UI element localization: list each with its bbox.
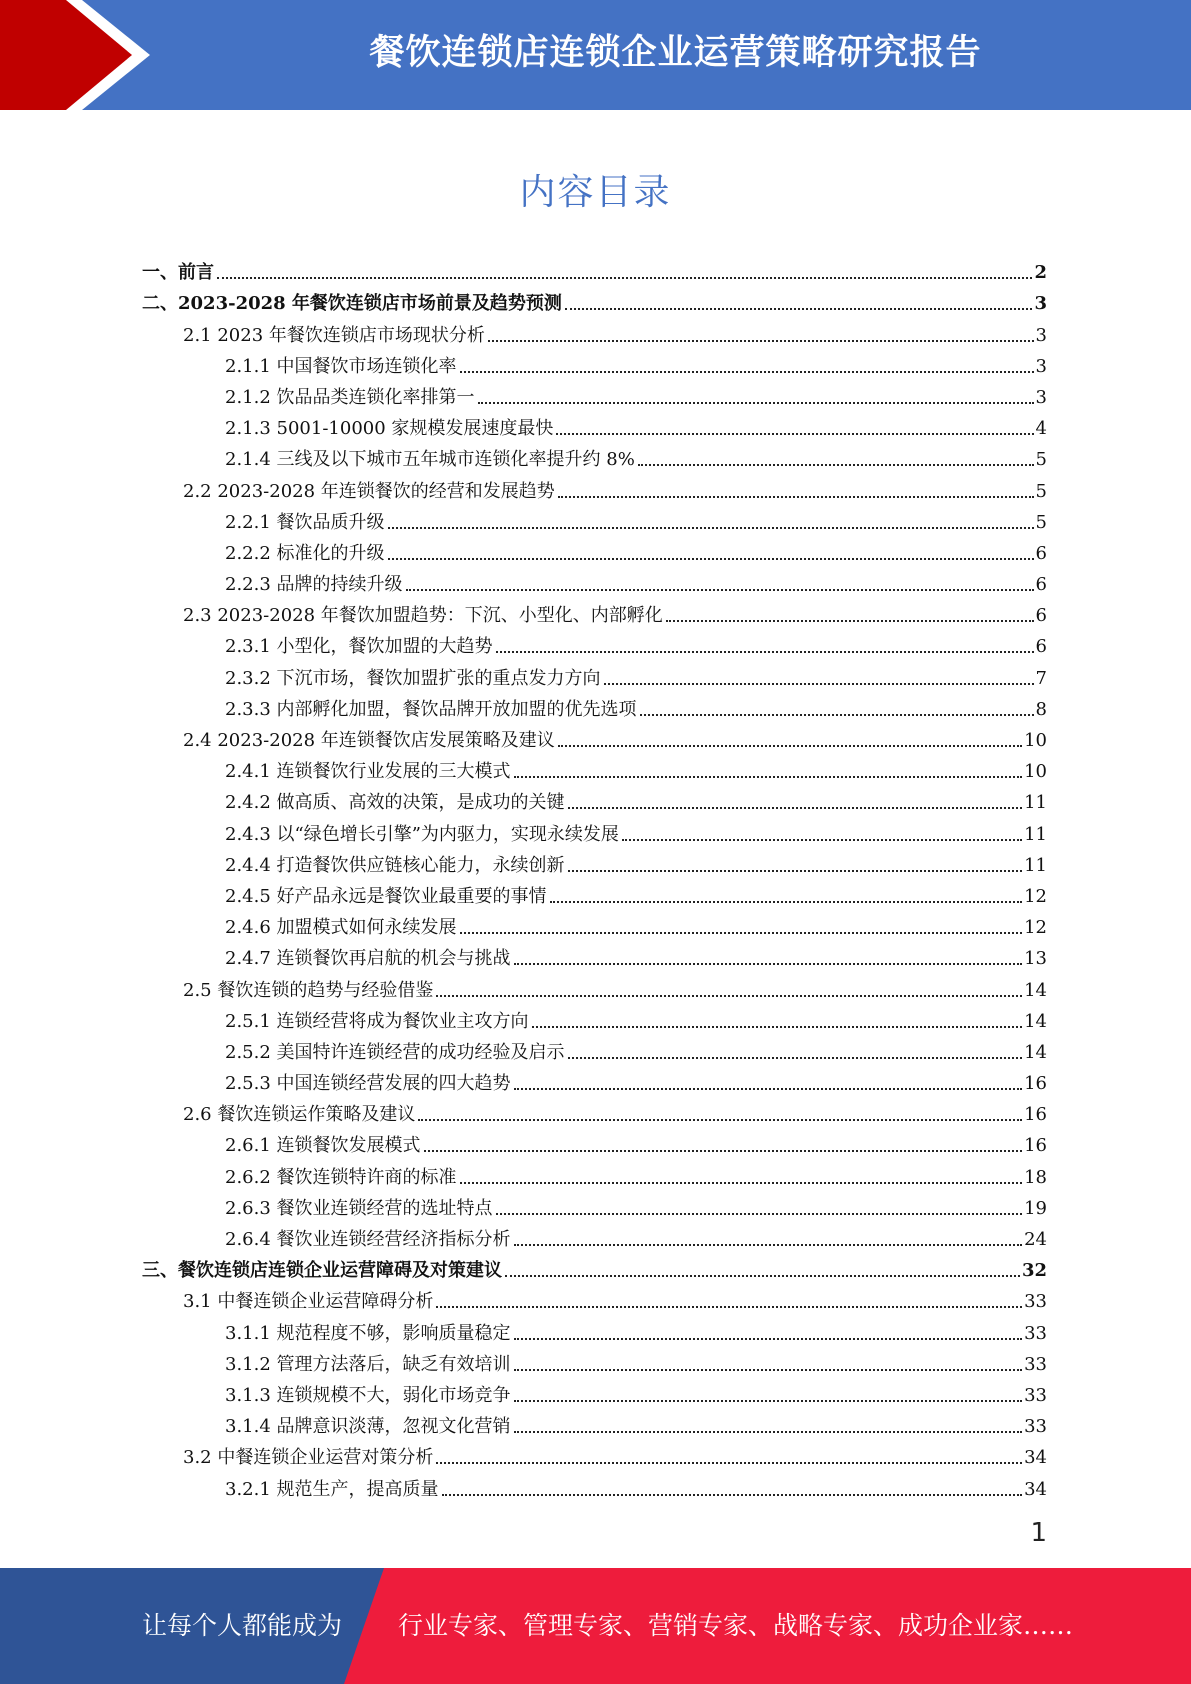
toc-entry[interactable]	[0, 1003, 1191, 1034]
toc-entry-title: 二、2023-2028 年餐饮连锁店市场前景及趋势预测	[142, 293, 562, 315]
toc-entry[interactable]	[0, 1096, 1191, 1127]
toc-entry-page: 16	[1024, 1135, 1047, 1157]
toc-entry-page: 14	[1024, 1010, 1047, 1032]
toc-leader-dots	[514, 1338, 1023, 1340]
toc-entry[interactable]	[0, 535, 1191, 566]
toc-entry-title: 2.6.1 连锁餐饮发展模式	[225, 1135, 421, 1157]
toc-entry-title: 2.4.6 加盟模式如何永续发展	[225, 917, 457, 939]
toc-entry-page: 34	[1024, 1447, 1047, 1469]
toc-entry-page: 18	[1024, 1166, 1047, 1188]
toc-entry-title: 2.3.2 下沉市场，餐饮加盟扩张的重点发力方向	[225, 667, 601, 689]
toc-leader-dots	[442, 1494, 1023, 1496]
toc-leader-dots	[568, 1057, 1023, 1059]
toc-entry-title: 2.4.2 做高质、高效的决策，是成功的关键	[225, 792, 565, 814]
toc-entry-title: 2.4.3 以“绿色增长引擎”为内驱力，实现永续发展	[225, 823, 619, 845]
toc-leader-dots	[558, 745, 1022, 747]
header-arrow-icon	[0, 0, 160, 110]
toc-leader-dots	[436, 1306, 1022, 1308]
toc-entry-page: 6	[1035, 574, 1047, 596]
toc-leader-dots	[514, 963, 1023, 965]
toc-leader-dots	[478, 402, 1034, 404]
toc-entry[interactable]	[0, 348, 1191, 379]
toc-entry-title: 2.5.3 中国连锁经营发展的四大趋势	[225, 1073, 511, 1095]
toc-entry[interactable]	[0, 1065, 1191, 1096]
toc-entry-page: 24	[1024, 1229, 1047, 1250]
toc-entry-title: 3.2 中餐连锁企业运营对策分析	[183, 1447, 434, 1469]
toc-entry-page: 16	[1024, 1104, 1047, 1126]
toc-entry[interactable]	[0, 472, 1191, 503]
toc-entry[interactable]	[0, 659, 1191, 690]
toc-entry-page: 3	[1035, 386, 1047, 408]
toc-leader-dots	[565, 308, 1033, 310]
toc-entry-title: 2.5.1 连锁经营将成为餐饮业主攻方向	[225, 1010, 529, 1032]
toc-entry-page: 2	[1034, 262, 1047, 284]
toc-entry-page: 10	[1024, 730, 1047, 751]
footer-banner	[0, 1568, 1191, 1684]
toc-entry[interactable]	[0, 1190, 1191, 1221]
toc-entry[interactable]	[0, 753, 1191, 784]
toc-entry-page: 6	[1035, 605, 1047, 627]
toc-entry[interactable]	[0, 847, 1191, 878]
toc-entry-title: 2.4.4 打造餐饮供应链核心能力，永续创新	[225, 854, 565, 876]
toc-entry-title: 2.4.5 好产品永远是餐饮业最重要的事情	[225, 885, 547, 907]
toc-leader-dots	[514, 776, 1023, 778]
toc-entry[interactable]	[0, 441, 1191, 472]
toc-leader-dots	[460, 371, 1034, 373]
toc-entry[interactable]	[0, 971, 1191, 1002]
toc-entry-title: 2.2 2023-2028 年连锁餐饮的经营和发展趋势	[183, 480, 555, 502]
toc-entry-page: 5	[1035, 449, 1047, 471]
toc-entry[interactable]	[0, 1283, 1191, 1314]
toc-entry[interactable]	[0, 815, 1191, 846]
toc-leader-dots	[640, 714, 1034, 716]
toc-entry-page: 33	[1024, 1384, 1047, 1406]
toc-entry-page: 6	[1035, 636, 1047, 658]
toc-entry-page: 5	[1035, 511, 1047, 533]
toc-entry[interactable]	[0, 1346, 1191, 1377]
toc-entry-title: 2.2.2 标准化的升级	[225, 542, 385, 564]
toc-leader-dots	[436, 1462, 1022, 1464]
toc-entry[interactable]	[0, 379, 1191, 410]
toc-entry[interactable]	[0, 504, 1191, 535]
toc-entry-page: 8	[1035, 698, 1047, 720]
toc-entry-page: 14	[1024, 1041, 1047, 1063]
table-of-contents	[0, 254, 1191, 1502]
toc-leader-dots	[488, 340, 1034, 342]
toc-leader-dots	[568, 870, 1023, 872]
toc-entry[interactable]	[0, 1470, 1191, 1501]
toc-entry-title: 2.6.4 餐饮业连锁经营经济指标分析	[225, 1229, 511, 1250]
toc-entry-page: 12	[1024, 917, 1047, 939]
toc-entry-page: 34	[1024, 1478, 1047, 1500]
toc-entry[interactable]	[0, 410, 1191, 441]
toc-entry-page: 11	[1024, 854, 1047, 876]
toc-entry[interactable]	[0, 1252, 1191, 1283]
toc-entry-title: 一、前言	[142, 262, 214, 284]
toc-entry-page: 11	[1024, 792, 1047, 814]
toc-entry-page: 6	[1035, 542, 1047, 564]
toc-entry[interactable]	[0, 1034, 1191, 1065]
toc-entry-title: 2.1.4 三线及以下城市五年城市连锁化率提升约 8%	[225, 449, 635, 471]
toc-entry-title: 3.1.4 品牌意识淡薄，忽视文化营销	[225, 1416, 511, 1438]
toc-entry-title: 2.5.2 美国特许连锁经营的成功经验及启示	[225, 1041, 565, 1063]
toc-entry-title: 3.2.1 规范生产，提高质量	[225, 1478, 439, 1500]
toc-entry[interactable]	[0, 1158, 1191, 1189]
toc-entry-page: 7	[1035, 667, 1047, 689]
toc-entry-title: 3.1.3 连锁规模不大，弱化市场竞争	[225, 1384, 511, 1406]
toc-entry-title: 2.6.3 餐饮业连锁经营的选址特点	[225, 1197, 493, 1219]
toc-entry-title: 3.1.1 规范程度不够，影响质量稳定	[225, 1322, 511, 1344]
toc-entry-page: 11	[1024, 823, 1047, 845]
toc-entry-title: 2.3.3 内部孵化加盟，餐饮品牌开放加盟的优先选项	[225, 698, 637, 720]
toc-heading: 内容目录	[519, 172, 672, 213]
toc-entry[interactable]	[0, 316, 1191, 347]
toc-entry-title: 2.3.1 小型化，餐饮加盟的大趋势	[225, 636, 493, 658]
toc-leader-dots	[568, 807, 1023, 809]
toc-leader-dots	[604, 683, 1034, 685]
toc-entry-title: 3.1 中餐连锁企业运营障碍分析	[183, 1291, 434, 1313]
toc-entry[interactable]	[0, 628, 1191, 659]
toc-leader-dots	[514, 1400, 1023, 1402]
toc-leader-dots	[496, 1213, 1023, 1215]
toc-entry-page: 5	[1035, 480, 1047, 502]
toc-entry-page: 13	[1024, 948, 1047, 970]
toc-entry-title: 三、餐饮连锁店连锁企业运营障碍及对策建议	[142, 1260, 502, 1282]
toc-entry[interactable]	[0, 254, 1191, 285]
toc-entry-page: 10	[1024, 761, 1047, 783]
page-number: 1	[1030, 1518, 1047, 1548]
toc-entry[interactable]	[0, 597, 1191, 628]
toc-leader-dots	[558, 496, 1034, 498]
toc-entry-title: 2.2.3 品牌的持续升级	[225, 574, 403, 596]
toc-leader-dots	[514, 1244, 1023, 1246]
toc-leader-dots	[460, 932, 1023, 934]
toc-entry-page: 19	[1024, 1197, 1047, 1219]
toc-entry[interactable]	[0, 285, 1191, 316]
toc-entry-title: 2.4 2023-2028 年连锁餐饮店发展策略及建议	[183, 730, 555, 751]
toc-entry[interactable]	[0, 1408, 1191, 1439]
toc-leader-dots	[418, 1119, 1022, 1121]
toc-entry-title: 2.3 2023-2028 年餐饮加盟趋势：下沉、小型化、内部孵化	[183, 605, 663, 627]
toc-leader-dots	[622, 839, 1022, 841]
toc-entry[interactable]	[0, 1314, 1191, 1345]
toc-entry[interactable]	[0, 691, 1191, 722]
toc-entry[interactable]	[0, 722, 1191, 753]
toc-entry-title: 2.6 餐饮连锁运作策略及建议	[183, 1104, 416, 1126]
toc-entry-page: 16	[1024, 1073, 1047, 1095]
report-title: 餐饮连锁店连锁企业运营策略研究报告	[369, 33, 982, 73]
toc-leader-dots	[217, 277, 1032, 279]
toc-entry-title: 3.1.2 管理方法落后，缺乏有效培训	[225, 1353, 511, 1375]
footer-slogan-right: 行业专家、管理专家、营销专家、战略专家、成功企业家……	[398, 1611, 1074, 1640]
toc-entry-page: 3	[1035, 324, 1047, 346]
toc-entry-title: 2.1.2 饮品品类连锁化率排第一	[225, 386, 475, 408]
toc-entry-title: 2.1 2023 年餐饮连锁店市场现状分析	[183, 324, 485, 346]
toc-entry-page: 3	[1035, 355, 1047, 377]
toc-leader-dots	[532, 1026, 1023, 1028]
toc-entry[interactable]	[0, 1127, 1191, 1158]
toc-leader-dots	[424, 1150, 1023, 1152]
toc-entry[interactable]	[0, 1377, 1191, 1408]
footer-slogan-left: 让每个人都能成为	[142, 1611, 343, 1640]
toc-entry-title: 2.1.1 中国餐饮市场连锁化率	[225, 355, 457, 377]
toc-entry-page: 4	[1035, 418, 1047, 440]
toc-entry-page: 14	[1024, 979, 1047, 1001]
toc-leader-dots	[514, 1431, 1023, 1433]
toc-entry-page: 33	[1024, 1291, 1047, 1313]
toc-leader-dots	[638, 464, 1034, 466]
toc-leader-dots	[406, 589, 1034, 591]
toc-leader-dots	[666, 620, 1034, 622]
toc-entry-title: 2.2.1 餐饮品质升级	[225, 511, 385, 533]
toc-entry-title: 2.1.3 5001-10000 家规模发展速度最快	[225, 418, 554, 440]
toc-entry-title: 2.4.7 连锁餐饮再启航的机会与挑战	[225, 948, 511, 970]
toc-leader-dots	[460, 1182, 1023, 1184]
toc-entry-title: 2.6.2 餐饮连锁特许商的标准	[225, 1166, 457, 1188]
toc-entry-page: 12	[1024, 885, 1047, 907]
toc-entry[interactable]	[0, 909, 1191, 940]
toc-leader-dots	[505, 1275, 1020, 1277]
toc-entry-page: 33	[1024, 1416, 1047, 1438]
toc-entry[interactable]	[0, 566, 1191, 597]
toc-leader-dots	[514, 1088, 1023, 1090]
toc-entry[interactable]	[0, 784, 1191, 815]
toc-entry-page: 32	[1021, 1260, 1047, 1282]
toc-leader-dots	[496, 651, 1034, 653]
toc-entry[interactable]	[0, 878, 1191, 909]
toc-entry[interactable]	[0, 940, 1191, 971]
toc-leader-dots	[550, 901, 1023, 903]
toc-entry[interactable]	[0, 1221, 1191, 1252]
toc-entry-page: 33	[1024, 1353, 1047, 1375]
header-banner	[0, 0, 1191, 110]
toc-entry[interactable]	[0, 1439, 1191, 1470]
toc-leader-dots	[556, 433, 1033, 435]
toc-leader-dots	[514, 1369, 1023, 1371]
toc-entry-title: 2.4.1 连锁餐饮行业发展的三大模式	[225, 761, 511, 783]
toc-leader-dots	[388, 558, 1034, 560]
toc-leader-dots	[388, 527, 1034, 529]
toc-leader-dots	[436, 995, 1022, 997]
toc-entry-title: 2.5 餐饮连锁的趋势与经验借鉴	[183, 979, 434, 1001]
toc-entry-page: 33	[1024, 1322, 1047, 1344]
toc-entry-page: 3	[1034, 293, 1047, 315]
